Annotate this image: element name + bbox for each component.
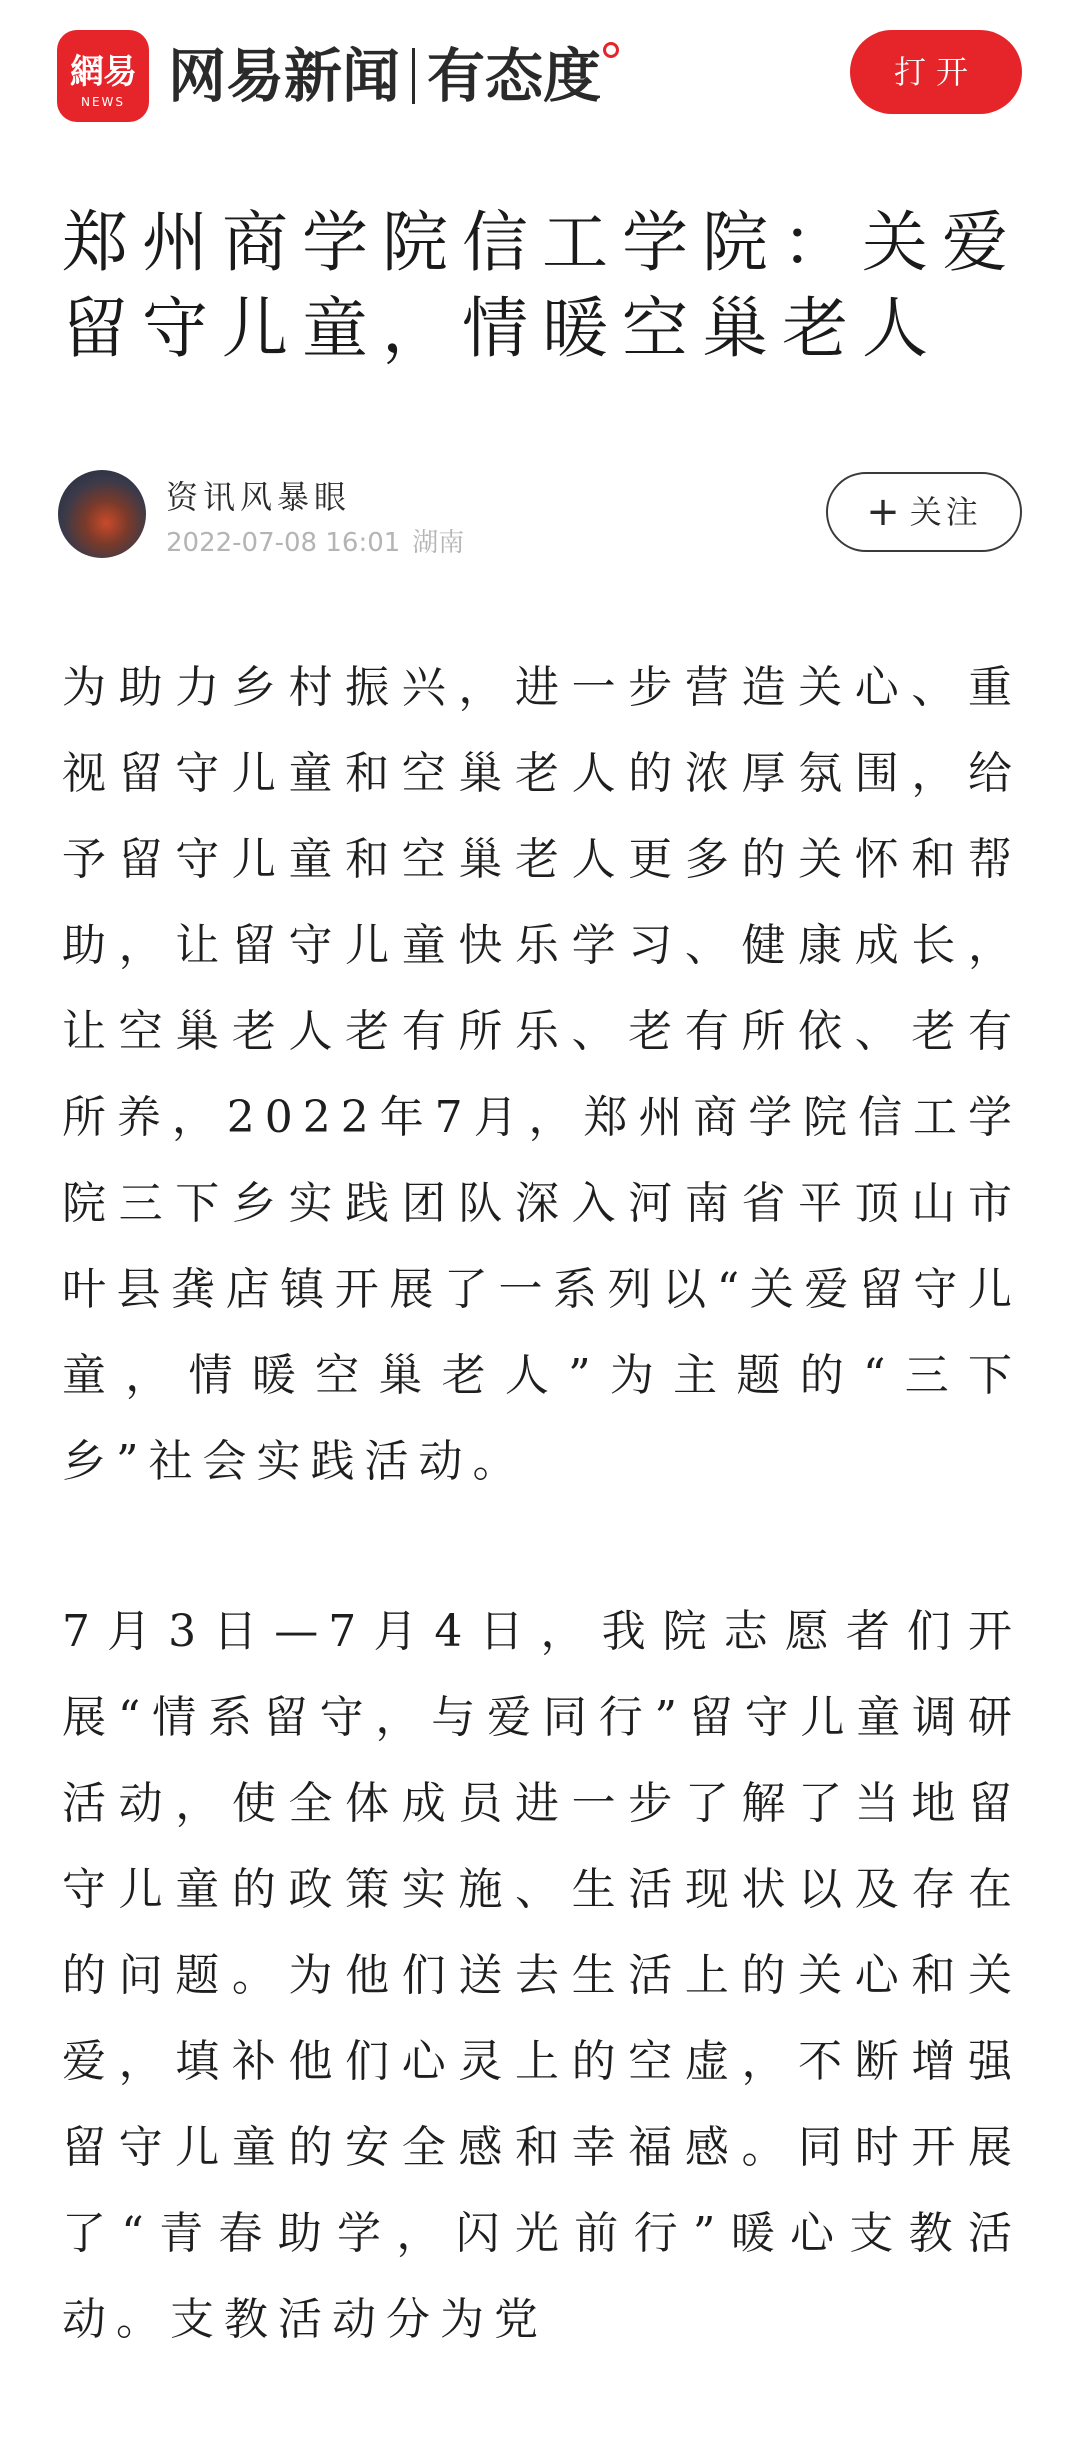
publish-datetime: 2022-07-08 16:01	[166, 528, 401, 558]
logo-text: 網易	[70, 52, 136, 92]
logo-subtext: NEWS	[80, 95, 126, 109]
plus-icon: +	[866, 489, 904, 535]
registered-mark-icon	[603, 42, 619, 58]
article-paragraph: 7月3日—7月4日，我院志愿者们开展“情系留守，与爱同行”留守儿童调研活动，使全体成员进一步了解了当地留守儿童的政策实施、生活现状以及存在的问题。为他们送去生活上的关心和关爱，填补他们心灵上的空虚，不断增强留守儿童的安全感和幸福感。同时开展了“青春助学，闪光前行”暖心支教活动。支教活动分为党	[62, 1606, 1022, 2345]
follow-label: 关注	[909, 493, 982, 531]
article-body	[62, 645, 1022, 2447]
publish-location: 湖南	[412, 528, 465, 558]
author-bar	[58, 468, 1022, 564]
article-paragraph: 为助力乡村振兴，进一步营造关心、重视留守儿童和空巢老人的浓厚氛围，给予留守儿童和空巢老人更多的关怀和帮助，让留守儿童快乐学习、健康成长，让空巢老人老有所乐、老有所依、老有所养，2022年7月，郑州商学院信工学院三下乡实践团队深入河南省平顶山市叶县龚店镇开展了一系列以“关爱留守儿童，情暖空巢老人”为主题的“三下乡”社会实践活动。	[62, 662, 1022, 1487]
app-header	[0, 0, 1080, 160]
article-title: 郑州商学院信工学院：关爱留守儿童，情暖空巢老人	[62, 204, 1022, 367]
brand-divider	[412, 48, 415, 104]
netease-news-logo[interactable]	[57, 30, 149, 122]
author-name[interactable]: 资讯风暴眼	[166, 478, 352, 516]
brand-wordmark	[168, 36, 619, 116]
brand-name: 网易新闻	[168, 42, 401, 110]
brand-slogan: 有态度	[427, 42, 602, 110]
follow-button[interactable]	[826, 472, 1022, 552]
author-avatar[interactable]	[58, 470, 146, 558]
publish-meta	[166, 522, 464, 559]
open-app-button[interactable]: 打开	[850, 30, 1022, 114]
